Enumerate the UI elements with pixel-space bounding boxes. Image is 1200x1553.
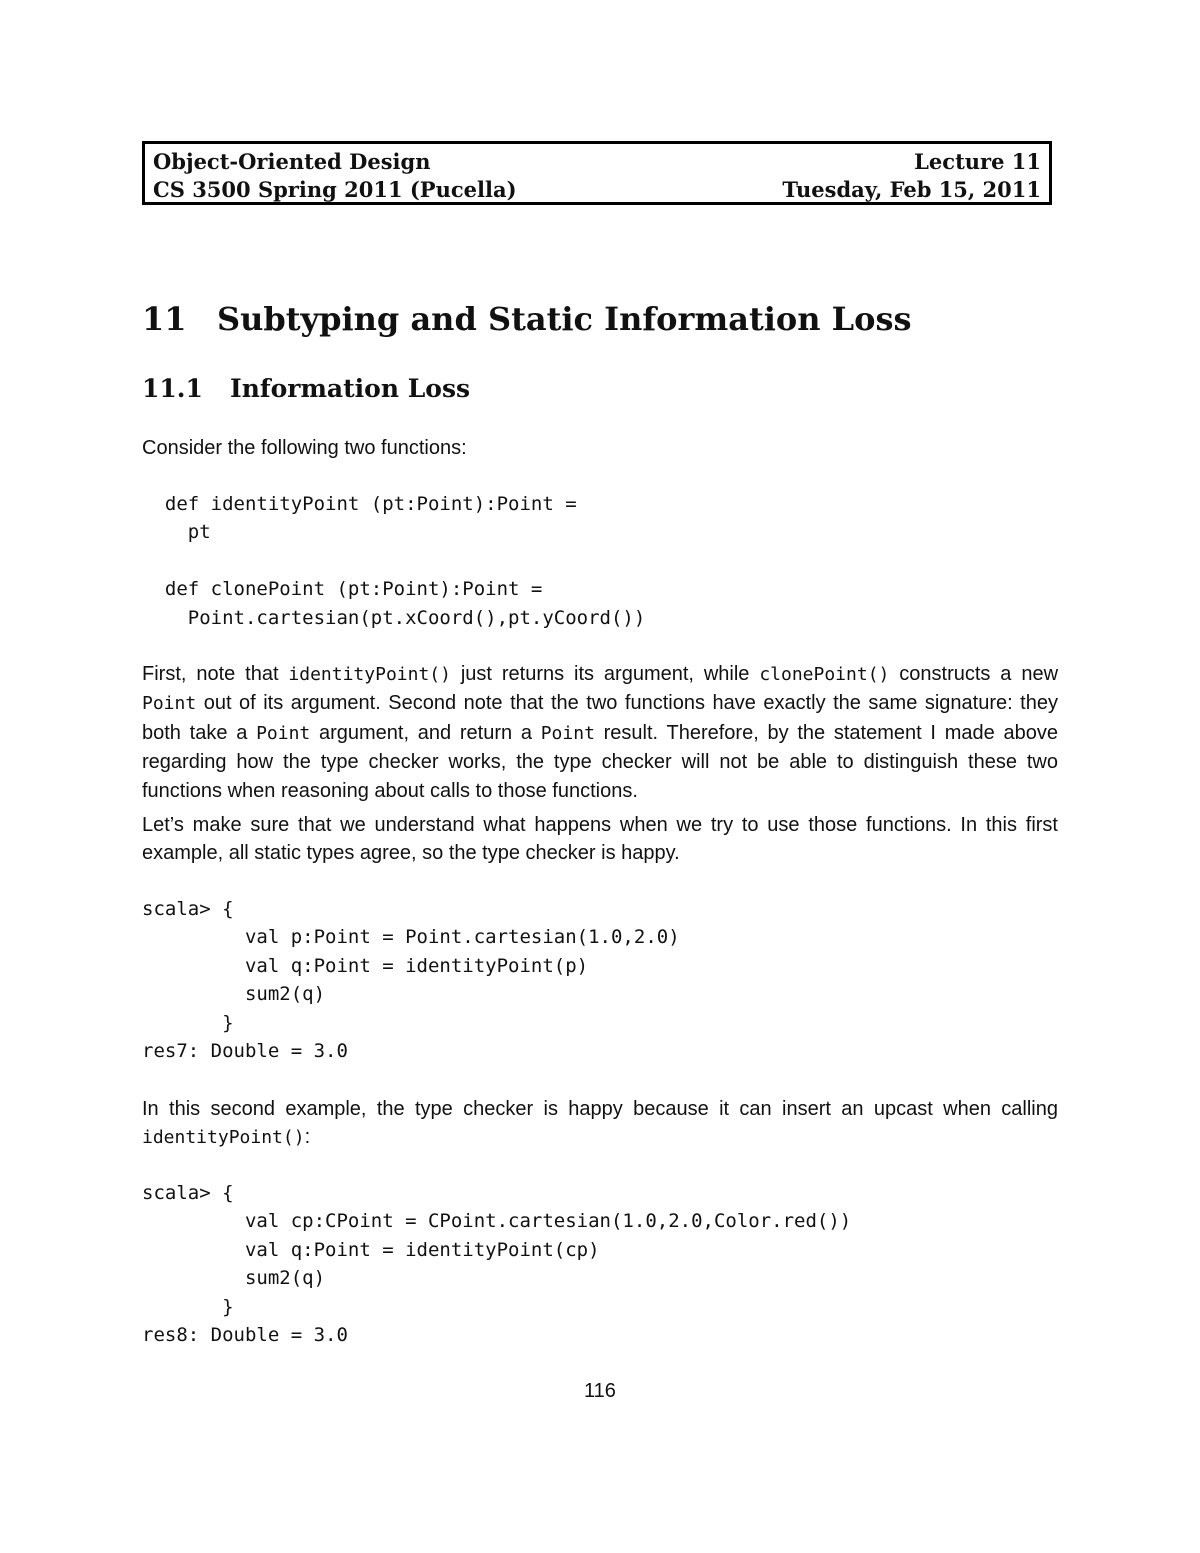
intro-paragraph: Consider the following two functions: [142, 437, 467, 459]
chapter-heading [142, 300, 912, 338]
inline-code: Point [142, 693, 197, 715]
code-block-example-1: scala> { val p:Point = Point.cartesian(1.0,2.0) val q:Point = identityPoint(p) sum2(q) } res7: Double = 3.0 [142, 898, 680, 1063]
header-row-bottom [153, 176, 1041, 204]
chapter-title: Subtyping and Static Information Loss [217, 300, 912, 338]
section-title: Information Loss [230, 374, 471, 403]
paragraph-signature [142, 660, 1058, 805]
lecture-number: Lecture 11 [914, 149, 1041, 174]
text-span: constructs a new [889, 663, 1059, 685]
page-number: 116 [584, 1380, 616, 1402]
course-info: CS 3500 Spring 2011 (Pucella) [153, 177, 517, 202]
section-heading [142, 374, 470, 403]
inline-code: identityPoint() [288, 664, 451, 685]
text-span: : [304, 1126, 311, 1149]
inline-code: identityPoint() [142, 1127, 305, 1149]
text-span: result. Therefore, by the statement I made above regarding how the type checker works, the type checker will not be able to distinguish these two functions when reasoning about calls to those functions. [142, 721, 1058, 802]
paragraph-first-example: Let’s make sure that we understand what happens when we try to use those functions. In this first example, all static types agree, so the type checker is happy. [142, 814, 1058, 865]
inline-code: clonePoint() [759, 664, 890, 685]
section-number: 11.1 [142, 374, 203, 403]
text-span: First, note that [142, 663, 289, 685]
course-title: Object-Oriented Design [153, 149, 431, 174]
text-span: out of its argument. Second note that the two functions have exactly the same signature: they both take a [142, 692, 1058, 744]
lecture-date: Tuesday, Feb 15, 2011 [782, 177, 1041, 202]
code-block-example-2: scala> { val cp:CPoint = CPoint.cartesian(1.0,2.0,Color.red()) val q:Point = identityPoint(cp) sum2(q) } res8: Double = 3.0 [142, 1182, 852, 1347]
text-span: just returns its argument, while [450, 663, 760, 685]
chapter-number: 11 [142, 300, 187, 338]
lecture-header-box [142, 141, 1052, 205]
text-span: argument, and return a [310, 721, 541, 744]
inline-code: Point [256, 722, 311, 744]
code-block-functions: def identityPoint (pt:Point):Point = pt def clonePoint (pt:Point):Point = Point.cartesian(pt.xCoord(),pt.yCoord()) [164, 493, 646, 629]
text-span: In this second example, the type checker is happy because it can insert an upcast when calling [142, 1098, 1058, 1120]
inline-code: Point [540, 722, 595, 744]
paragraph-second-example [142, 1095, 1058, 1153]
header-row-top [153, 148, 1041, 176]
